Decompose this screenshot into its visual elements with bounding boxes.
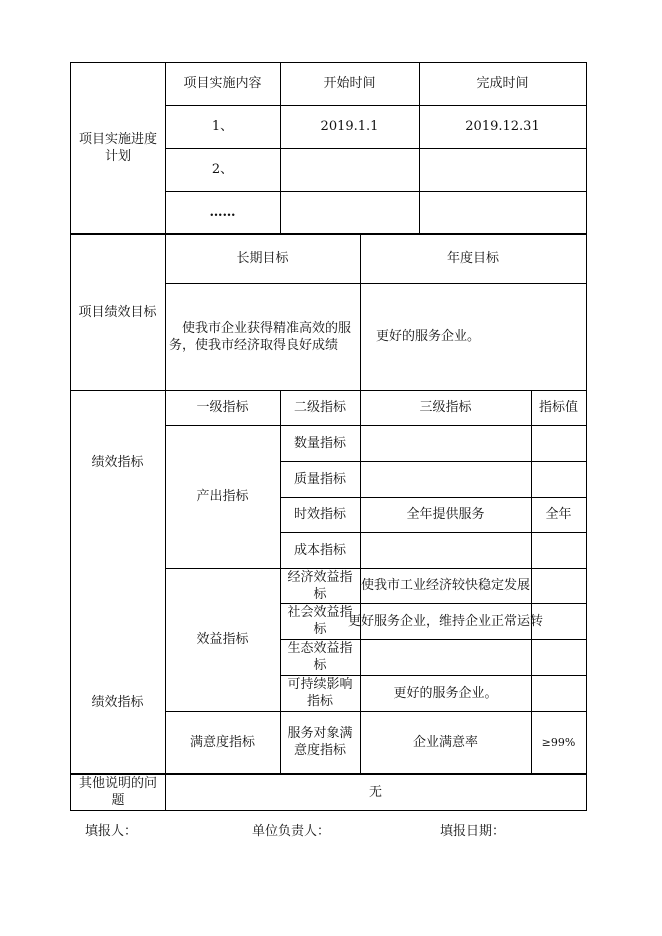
benefit-row-sustainable-level2: 可持续影响指标 [287,677,353,709]
output-row-quality-value [531,461,586,497]
footer-filler: 填报人： [85,824,138,839]
goals-annual-text: 更好的服务企业。 [376,329,481,344]
indicators-header-level3: 三级指标 [419,400,472,415]
benefit-row-social-level2: 社会效益指标 [287,605,353,637]
output-row-quantity-value [531,425,586,461]
output-indicator-label: 产出指标 [196,489,249,504]
schedule-header-content: 项目实施内容 [183,76,262,91]
satisfaction-row-level2: 服务对象满意度指标 [287,726,353,758]
schedule-row-3-end [419,191,586,233]
goals-annual-header: 年度目标 [446,251,499,266]
benefit-row-sustainable-value [531,675,586,711]
indicators-header-level1: 一级指标 [196,400,249,415]
other-issues-value: 无 [368,784,382,800]
indicators-label-bottom: 绩效指标 [91,694,144,710]
footer-unit-head: 单位负责人： [252,824,331,839]
goals-long-term-header: 长期目标 [236,251,289,266]
output-row-quality-level2: 质量指标 [293,471,346,487]
satisfaction-row-value: ≥99% [541,735,576,749]
goals-label: 项目绩效目标 [78,304,157,320]
schedule-row-1-start: 2019.1.1 [320,119,379,134]
output-row-timeliness-level3: 全年提供服务 [406,507,485,522]
indicators-label-top: 绩效指标 [91,454,144,470]
output-row-quality-level3 [360,461,531,497]
satisfaction-indicator-label: 满意度指标 [189,734,255,750]
benefit-row-social-level3: 更好服务企业，维持企业正常运转 [348,613,544,629]
schedule-row-2-item: 2、 [211,162,234,177]
output-row-cost-level2: 成本指标 [293,542,346,558]
schedule-row-3-item: …… [209,204,236,220]
benefit-row-economic-level3: 使我市工业经济较快稳定发展 [360,578,530,593]
other-issues-label: 其他说明的问题 [78,776,157,808]
output-row-timeliness-level2: 时效指标 [293,507,346,522]
schedule-row-1-item: 1、 [211,119,234,134]
benefit-row-economic-value [531,568,586,603]
schedule-row-2-start [280,148,419,191]
output-row-timeliness-value: 全年 [545,507,572,522]
schedule-header-start: 开始时间 [323,76,376,91]
benefit-row-ecological-level2: 生态效益指标 [287,641,353,673]
schedule-row-3-start [280,191,419,233]
benefit-row-ecological-level3 [360,639,531,675]
schedule-row-1-end: 2019.12.31 [465,119,540,134]
benefit-indicator-label: 效益指标 [196,632,249,647]
indicators-header-level2: 二级指标 [293,400,346,415]
benefit-row-social-value [531,603,586,639]
indicators-header-value: 指标值 [538,400,578,415]
benefit-row-economic-level2: 经济效益指标 [287,569,353,602]
output-row-quantity-level2: 数量指标 [293,435,346,451]
schedule-header-end: 完成时间 [476,76,529,91]
goals-long-term-text: 使我市企业获得精准高效的服务，使我市经济取得良好成绩 [169,320,352,353]
benefit-row-sustainable-level3: 更好的服务企业。 [393,685,498,701]
schedule-row-2-end [419,148,586,191]
schedule-label: 项目实施进度计划 [78,131,157,164]
benefit-row-ecological-value [531,639,586,675]
footer-date: 填报日期： [440,824,506,839]
output-row-cost-level3 [360,532,531,568]
output-row-quantity-level3 [360,425,531,461]
output-row-cost-value [531,532,586,568]
satisfaction-row-level3: 企业满意率 [412,734,478,750]
